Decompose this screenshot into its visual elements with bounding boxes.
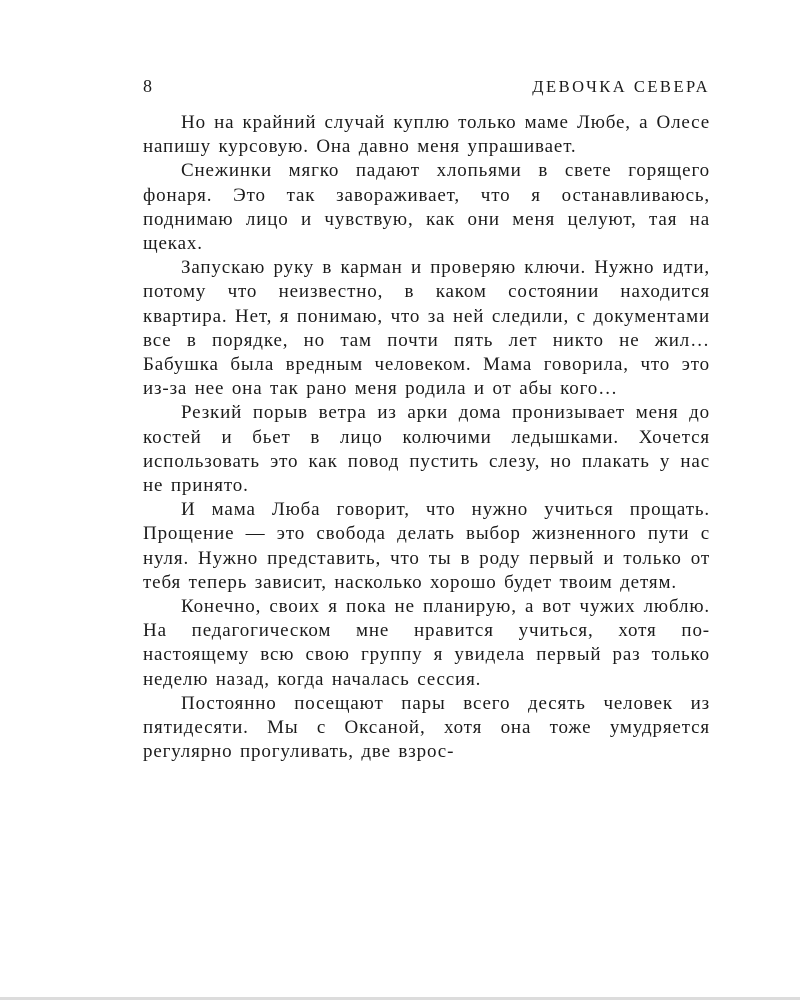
paragraph: Запускаю руку в карман и проверяю ключи. Нужно идти, потому что неизвестно, в каком состоянии находится квартира. Нет, я понимаю, что за ней следили, с документами все в порядке, но там почти пять лет никто не жил… Бабушка была вредным человеком. Мама говорила, что это из-за нее она так рано меня родила и от абы кого… xyxy=(143,257,710,400)
paragraph: И мама Люба говорит, что нужно учиться прощать. Прощение — это свобода делать выбор жизненного пути с нуля. Нужно представить, что ты в роду первый и только от тебя теперь зависит, насколько хорошо будет твоим детям. xyxy=(143,499,710,593)
paragraph: Конечно, своих я пока не планирую, а вот чужих люблю. На педагогическом мне нравится учиться, хотя по-настоящему всю свою группу я увидела первый раз только неделю назад, когда началась сессия. xyxy=(143,596,710,690)
running-title: ДЕВОЧКА СЕВЕРА xyxy=(532,77,710,96)
paragraph: Постоянно посещают пары всего десять человек из пятидесяти. Мы с Оксаной, хотя она тоже умудряется регулярно прогуливать, две взрос- xyxy=(143,692,710,763)
paragraph: Резкий порыв ветра из арки дома пронизывает меня до костей и бьет в лицо колючими ледышками. Хочется использовать это как повод пустить слезу, но плакать у нас не принято. xyxy=(143,402,710,497)
book-page xyxy=(143,76,710,764)
text-block xyxy=(143,111,710,764)
paragraph: Но на крайний случай куплю только маме Любе, а Олесе напишу курсовую. Она давно меня упрашивает. xyxy=(143,112,710,158)
page-header xyxy=(143,76,710,97)
page-number: 8 xyxy=(143,76,153,96)
paragraph: Снежинки мягко падают хлопьями в свете горящего фонаря. Это так завораживает, что я останавливаюсь, поднимаю лицо и чувствую, как они меня целуют, тая на щеках. xyxy=(143,160,710,255)
